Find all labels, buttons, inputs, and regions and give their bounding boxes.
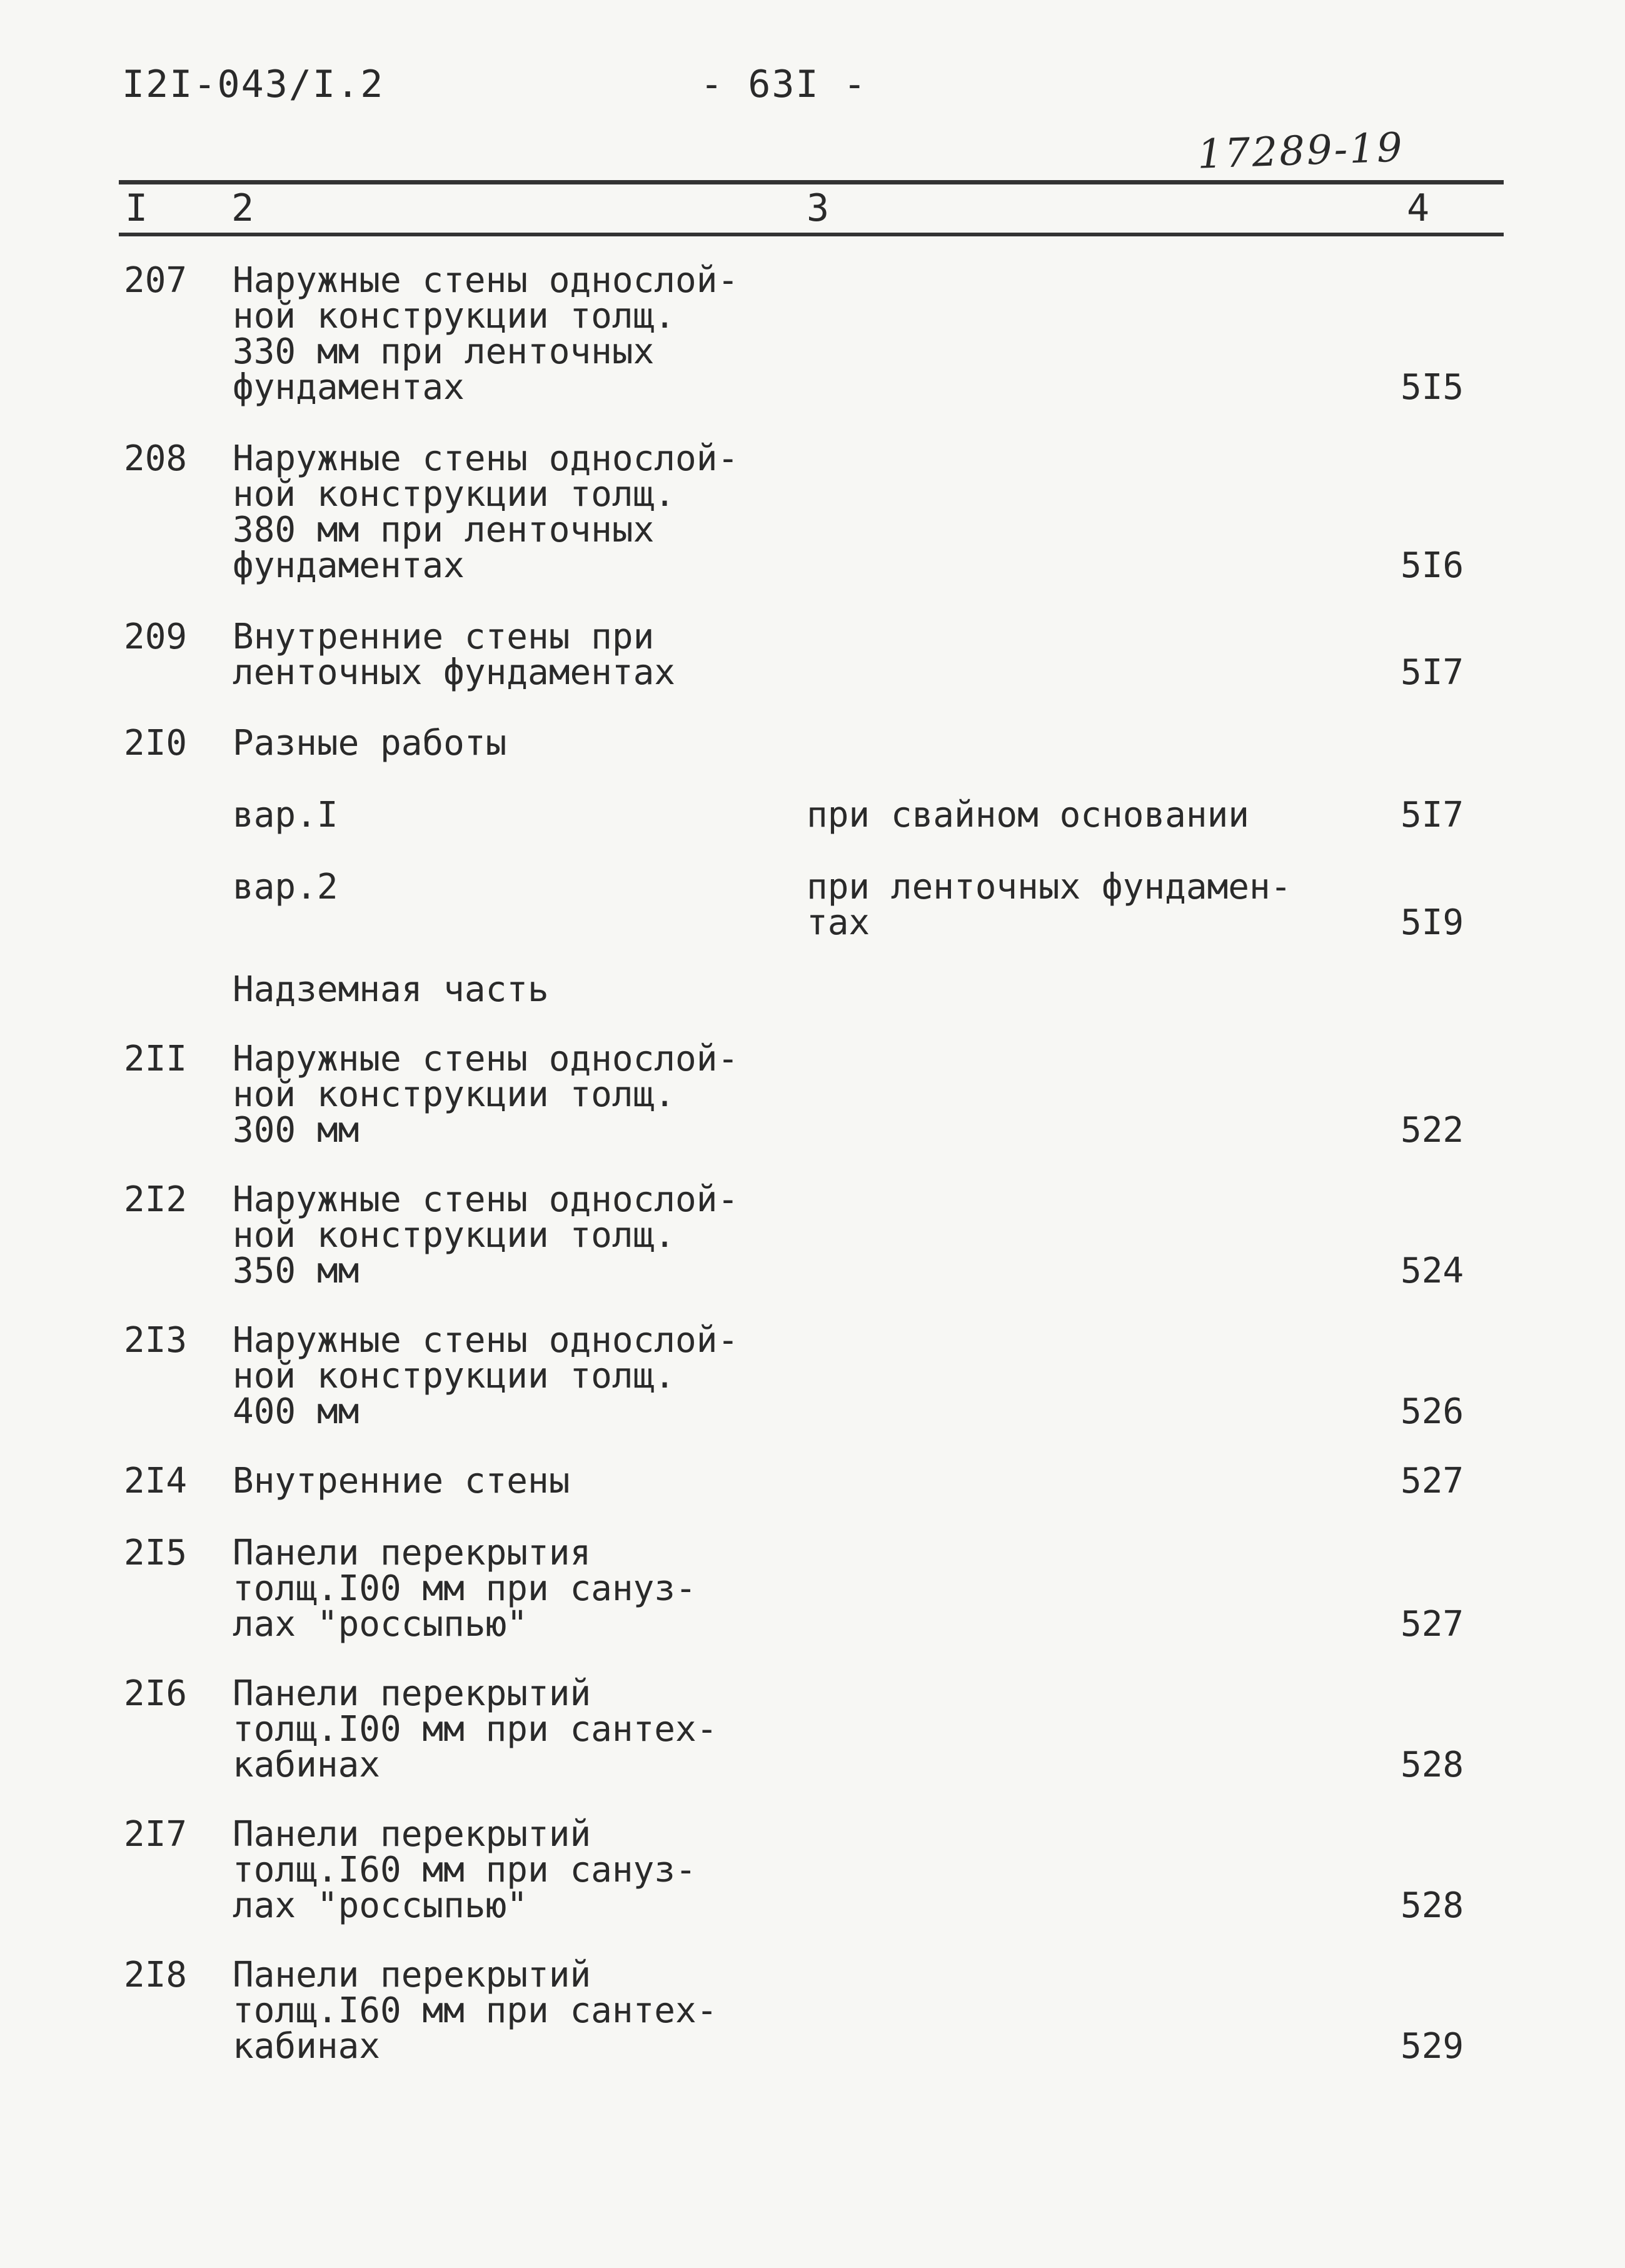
row-number: 2I5 xyxy=(124,1533,188,1573)
row-page: 5I7 xyxy=(1401,795,1464,835)
row-number: 2I3 xyxy=(124,1320,188,1361)
row-number: 2I7 xyxy=(124,1814,188,1855)
header-rule xyxy=(119,233,1504,236)
row-page: 524 xyxy=(1401,1251,1464,1291)
row-page: 527 xyxy=(1401,1604,1464,1645)
row-page: 527 xyxy=(1401,1461,1464,1501)
row-description: Панели перекрытий толщ.I60 мм при сануз- лах "россыпью" xyxy=(233,1814,697,1926)
row-number: 208 xyxy=(124,438,188,479)
row-note: при свайном основании xyxy=(807,795,1250,835)
column-header-2: 2 xyxy=(231,186,254,230)
row-number: 2I6 xyxy=(124,1673,188,1714)
row-number: 207 xyxy=(124,260,188,301)
row-description: Панели перекрытий толщ.I60 мм при сантех- кабинах xyxy=(233,1955,718,2067)
top-rule xyxy=(119,180,1504,184)
row-description: Наружные стены однослой- ной конструкции толщ. 380 мм при ленточных фундаментах xyxy=(233,438,739,586)
row-description: Панели перекрытия толщ.I00 мм при сануз- лах "россыпью" xyxy=(233,1533,697,1645)
row-page: 526 xyxy=(1401,1391,1464,1432)
column-header-1: I xyxy=(125,186,148,230)
row-number: 2I2 xyxy=(124,1179,188,1220)
row-description: Внутренние стены при ленточных фундаментах xyxy=(233,617,676,693)
handwritten-number: 17289-19 xyxy=(1196,124,1405,178)
page-number: - 63I - xyxy=(700,63,867,106)
row-description: Наружные стены однослой- ной конструкции толщ. 300 мм xyxy=(233,1039,739,1151)
row-description: вар.I xyxy=(233,795,338,835)
row-number: 209 xyxy=(124,617,188,657)
row-description: Панели перекрытий толщ.I00 мм при сантех- кабинах xyxy=(233,1673,718,1785)
row-page: 528 xyxy=(1401,1885,1464,1926)
row-page: 5I5 xyxy=(1401,367,1464,408)
row-description: вар.2 xyxy=(233,867,338,907)
row-note: при ленточных фундамен- тах xyxy=(807,867,1292,943)
row-description: Наружные стены однослой- ной конструкции толщ. 330 мм при ленточных фундаментах xyxy=(233,260,739,408)
section-heading: Надземная часть xyxy=(233,969,549,1010)
column-header-3: 3 xyxy=(807,186,830,230)
row-page: 5I7 xyxy=(1401,652,1464,693)
document-code: I2I-043/I.2 xyxy=(122,63,385,106)
row-number: 2I8 xyxy=(124,1955,188,1995)
row-page: 528 xyxy=(1401,1745,1464,1785)
row-number: 2I0 xyxy=(124,723,188,764)
row-page: 529 xyxy=(1401,2026,1464,2067)
row-page: 5I6 xyxy=(1401,545,1464,586)
row-page: 5I9 xyxy=(1401,902,1464,943)
row-page: 522 xyxy=(1401,1110,1464,1151)
row-number: 2II xyxy=(124,1039,188,1079)
column-header-4: 4 xyxy=(1407,186,1430,230)
row-number: 2I4 xyxy=(124,1461,188,1501)
row-description: Разные работы xyxy=(233,723,507,764)
row-description: Внутренние стены xyxy=(233,1461,570,1501)
row-description: Наружные стены однослой- ной конструкции толщ. 350 мм xyxy=(233,1179,739,1291)
row-description: Наружные стены однослой- ной конструкции толщ. 400 мм xyxy=(233,1320,739,1432)
